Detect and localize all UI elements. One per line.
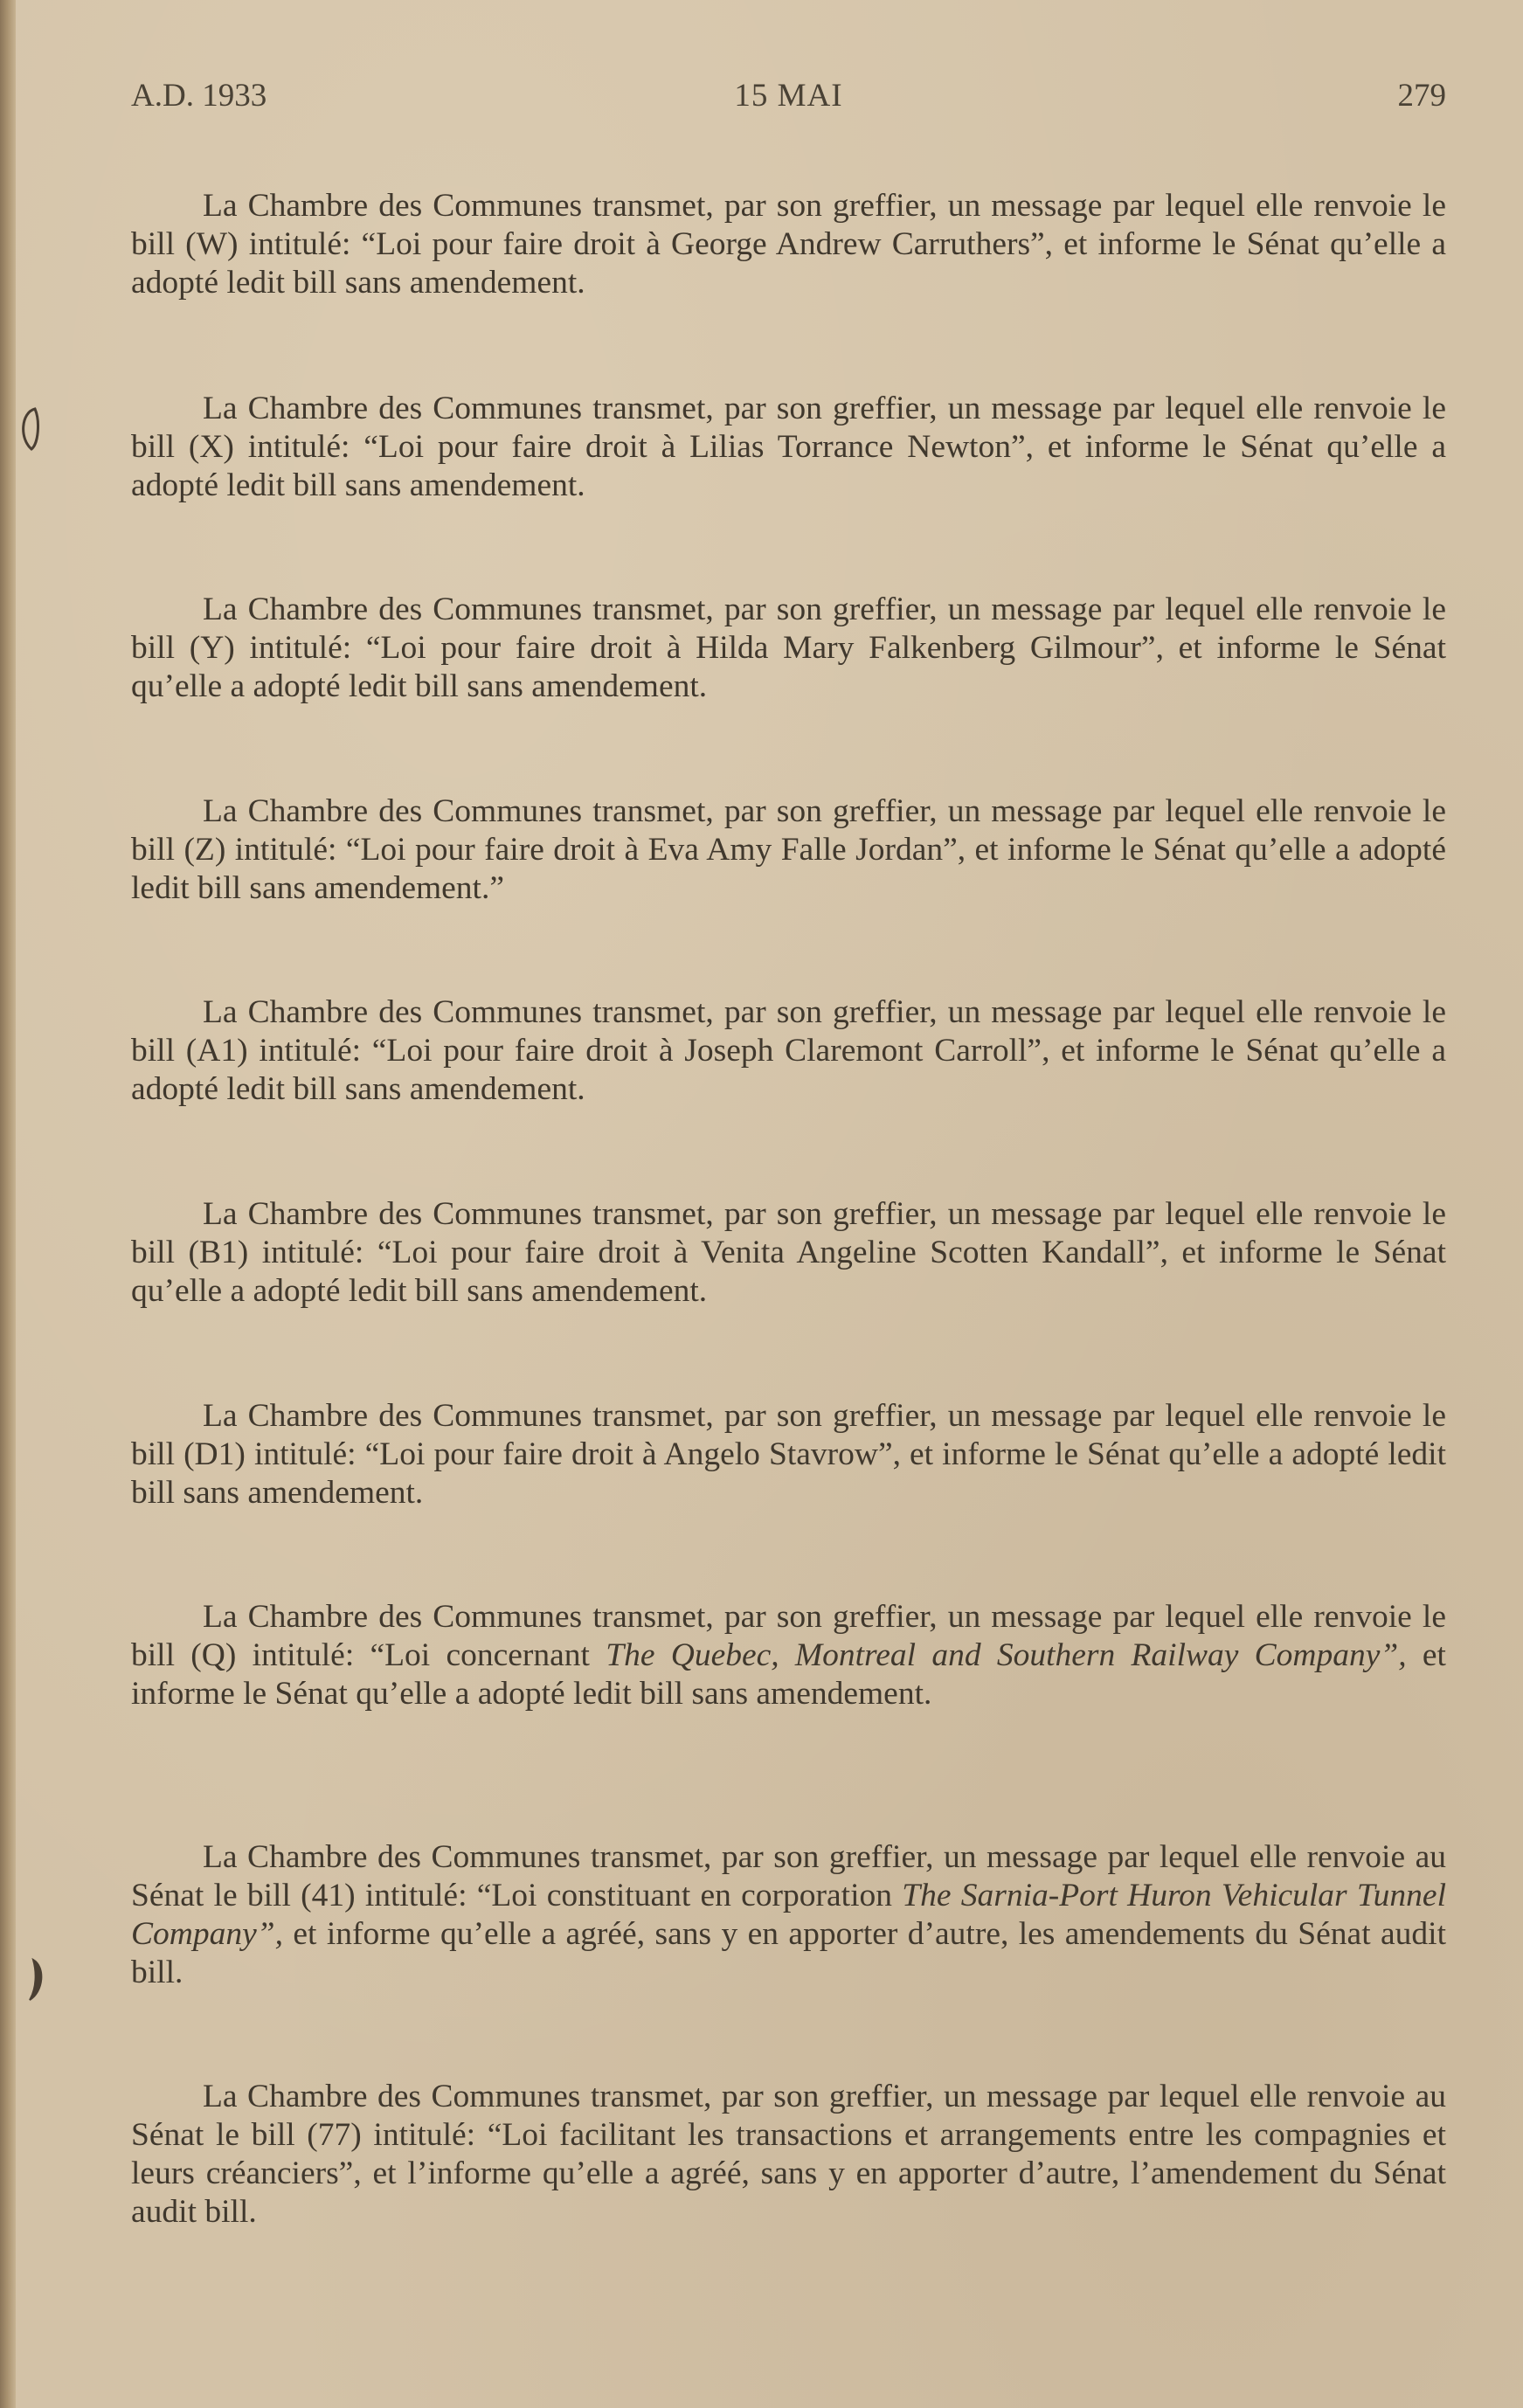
- punch-hole-mark-bottom: [14, 1953, 49, 2005]
- paragraph-bill-a1: La Chambre des Communes transmet, par son greffier, un message par lequel elle renvoie le bill (A1) intitulé: “Loi pour faire droit à Joseph Claremont Carroll”, et informe le Sénat qu’elle a adopté ledit bill sans amendement.: [131, 994, 1446, 1107]
- paragraph-bill-41: La Chambre des Communes transmet, par son greffier, un message par lequel elle renvoie au Sénat le bill (41) intitulé: “Loi constituant en corporation The Sarnia-Port Huron Vehicular Tunnel Company”, et informe qu’elle a agréé, sans y en apporter d’autre, les amendements du Sénat audit bill.: [131, 1839, 1446, 1990]
- company-name-italic: The Quebec, Montreal and Southern Railway Company”,: [606, 1637, 1407, 1673]
- page-header: [131, 77, 1446, 121]
- paragraph-bill-q: La Chambre des Communes transmet, par son greffier, un message par lequel elle renvoie le bill (Q) intitulé: “Loi concernant The Quebec, Montreal and Southern Railway Company”, et informe le Sénat qu’elle a adopté ledit bill sans amendement.: [131, 1599, 1446, 1712]
- punch-hole-mark-top: [14, 404, 49, 456]
- header-year: A.D. 1933: [131, 78, 267, 114]
- paragraph-bill-d1: La Chambre des Communes transmet, par son greffier, un message par lequel elle renvoie le bill (D1) intitulé: “Loi pour faire droit à Angelo Stavrow”, et informe le Sénat qu’elle a adopté ledit bill sans amendement.: [131, 1398, 1446, 1511]
- paragraph-bill-z: La Chambre des Communes transmet, par son greffier, un message par lequel elle renvoie le bill (Z) intitulé: “Loi pour faire droit à Eva Amy Falle Jordan”, et informe le Sénat qu’elle a adopté ledit bill sans amendement.”: [131, 793, 1446, 906]
- header-date: 15 MAI: [734, 78, 843, 114]
- binding-edge: [0, 0, 16, 2408]
- company-name-italic: The Sarnia-Port Huron Vehicular Tunnel Company”,: [131, 1878, 1446, 1952]
- paragraph-bill-77: La Chambre des Communes transmet, par son greffier, un message par lequel elle renvoie au Sénat le bill (77) intitulé: “Loi facilitant les transactions et arrangements entre les compagnies et leurs créanciers”, et l’informe qu’elle a agréé, sans y en apporter d’autre, l’amendement du Sénat audit bill.: [131, 2079, 1446, 2230]
- paragraph-bill-x: La Chambre des Communes transmet, par son greffier, un message par lequel elle renvoie le bill (X) intitulé: “Loi pour faire droit à Lilias Torrance Newton”, et informe le Sénat qu’elle a adopté ledit bill sans amendement.: [131, 391, 1446, 503]
- paragraph-bill-y: La Chambre des Communes transmet, par son greffier, un message par lequel elle renvoie le bill (Y) intitulé: “Loi pour faire droit à Hilda Mary Falkenberg Gilmour”, et informe le Sénat qu’elle a adopté ledit bill sans amendement.: [131, 592, 1446, 704]
- paragraph-bill-w: La Chambre des Communes transmet, par son greffier, un message par lequel elle renvoie le bill (W) intitulé: “Loi pour faire droit à George Andrew Carruthers”, et informe le Sénat qu’elle a adopté ledit bill sans amendement.: [131, 188, 1446, 301]
- paragraph-bill-b1: La Chambre des Communes transmet, par son greffier, un message par lequel elle renvoie le bill (B1) intitulé: “Loi pour faire droit à Venita Angeline Scotten Kandall”, et informe le Sénat qu’elle a adopté ledit bill sans amendement.: [131, 1196, 1446, 1309]
- page-number: 279: [1397, 78, 1446, 114]
